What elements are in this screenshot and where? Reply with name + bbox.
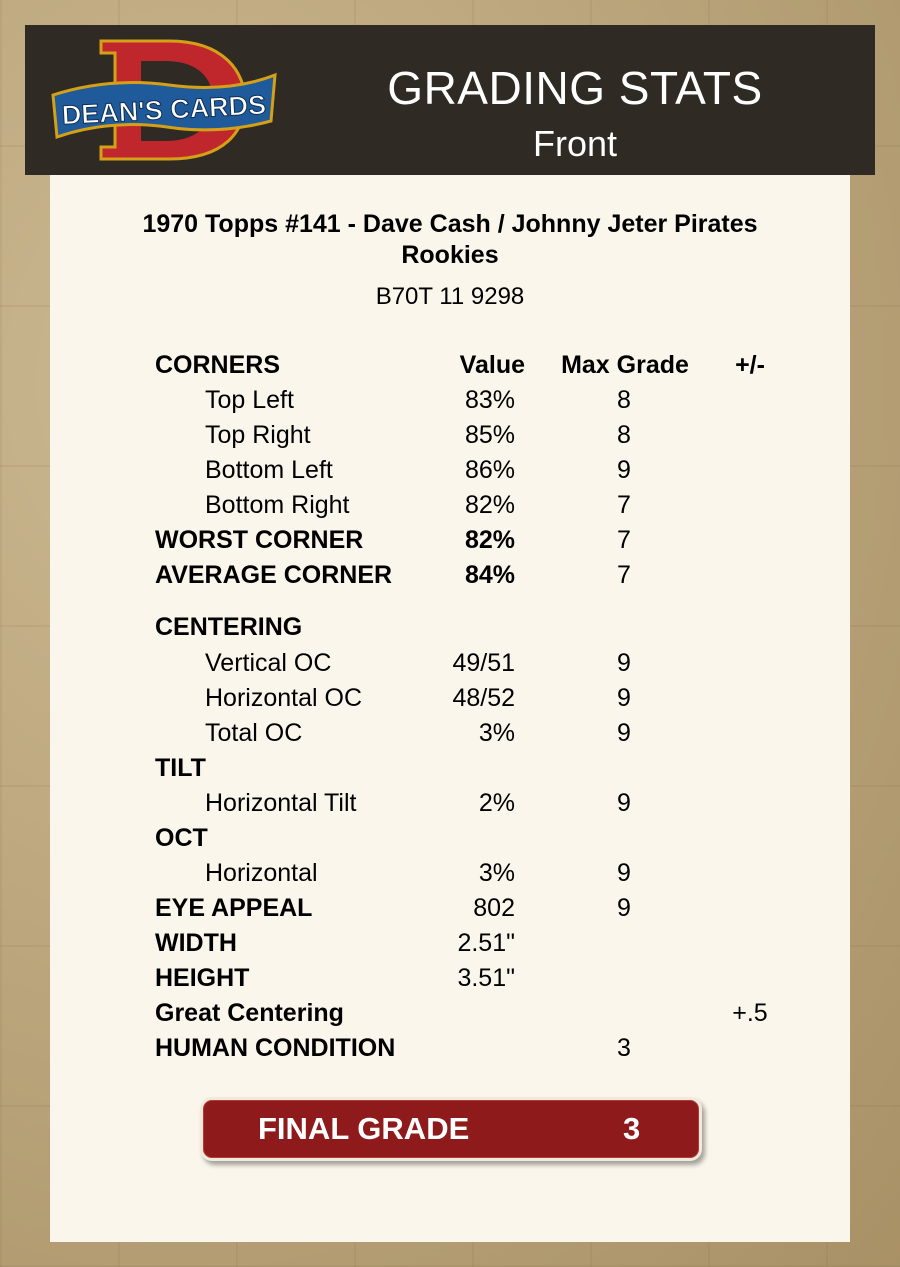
plus-minus-column-header: +/- (735, 351, 765, 379)
stat-label: Horizontal Tilt (205, 789, 357, 817)
stat-label: Total OC (205, 719, 303, 747)
stat-row-height (50, 964, 850, 999)
stat-value: 2.51" (457, 929, 515, 957)
stat-label: Bottom Left (205, 456, 333, 484)
stat-label: EYE APPEAL (155, 894, 313, 922)
deans-cards-logo (49, 39, 279, 161)
stat-label: WIDTH (155, 929, 237, 957)
final-grade-label: FINAL GRADE (258, 1111, 470, 1146)
stat-value: 83% (464, 386, 515, 414)
stat-value: 82% (464, 526, 515, 554)
stat-max-grade: 9 (617, 719, 631, 747)
stat-value: 85% (464, 421, 515, 449)
stat-row-top-right (50, 421, 850, 456)
stat-value: 84% (464, 561, 515, 589)
stat-label: AVERAGE CORNER (155, 561, 393, 589)
stat-value: 86% (464, 456, 515, 484)
stat-label: HUMAN CONDITION (155, 1034, 396, 1062)
logo-text: DEAN'S CARDS (61, 89, 267, 131)
stat-max-grade: 8 (617, 386, 631, 414)
final-grade-banner (200, 1097, 702, 1161)
oct-heading-row (50, 824, 850, 859)
oct-heading: OCT (155, 824, 208, 852)
stat-max-grade: 7 (617, 526, 631, 554)
stat-max-grade: 9 (617, 894, 631, 922)
stat-max-grade: 9 (617, 789, 631, 817)
stat-row-width (50, 929, 850, 964)
stats-panel (50, 175, 850, 1242)
stat-label: WORST CORNER (155, 526, 364, 554)
stat-max-grade: 9 (617, 859, 631, 887)
stat-value: 49/51 (452, 649, 515, 677)
stat-max-grade: 3 (617, 1034, 631, 1062)
stat-row-great-centering (50, 999, 850, 1034)
card-title: 1970 Topps #141 - Dave Cash / Johnny Jeter Pirates Rookies (142, 210, 758, 269)
stat-max-grade: 9 (617, 649, 631, 677)
stat-max-grade: 9 (617, 456, 631, 484)
stat-value: 48/52 (452, 684, 515, 712)
centering-heading: CENTERING (155, 613, 303, 641)
stat-row-bottom-right (50, 491, 850, 526)
stat-label: Bottom Right (205, 491, 350, 519)
stat-row-total-oc (50, 719, 850, 754)
stat-row-vertical-oc (50, 649, 850, 684)
stat-max-grade: 7 (617, 491, 631, 519)
stat-row-average-corner (50, 561, 850, 596)
stat-row-top-left (50, 386, 850, 421)
stat-row-oct-horizontal (50, 859, 850, 894)
stat-label: Horizontal (205, 859, 318, 887)
stat-row-human-condition (50, 1034, 850, 1069)
stat-plus-minus: +.5 (732, 999, 768, 1027)
stat-max-grade: 7 (617, 561, 631, 589)
stat-row-eye-appeal (50, 894, 850, 929)
card-code: B70T 11 9298 (375, 283, 525, 310)
stat-row-horizontal-tilt (50, 789, 850, 824)
stat-value: 82% (464, 491, 515, 519)
stat-row-worst-corner (50, 526, 850, 561)
header-bar (25, 25, 875, 175)
max-grade-column-header: Max Grade (561, 351, 689, 379)
page-title: GRADING STATS (387, 62, 763, 114)
stat-value: 3.51" (457, 964, 515, 992)
stat-label: Great Centering (155, 999, 344, 1027)
stats-header-row (50, 351, 850, 386)
stat-label: Vertical OC (205, 649, 332, 677)
stat-label: Top Right (205, 421, 311, 449)
stat-value: 2% (478, 789, 515, 817)
stat-label: HEIGHT (155, 964, 250, 992)
stat-max-grade: 9 (617, 684, 631, 712)
stat-value: 3% (478, 719, 515, 747)
stat-row-horizontal-oc (50, 684, 850, 719)
stat-max-grade: 8 (617, 421, 631, 449)
tilt-heading-row (50, 754, 850, 789)
value-column-header: Value (459, 351, 525, 379)
tilt-heading: TILT (155, 754, 206, 782)
corners-heading: CORNERS (155, 351, 281, 379)
stat-value: 802 (473, 894, 515, 922)
stat-label: Top Left (205, 386, 294, 414)
final-grade-value: 3 (623, 1111, 641, 1146)
stat-value: 3% (478, 859, 515, 887)
stat-row-bottom-left (50, 456, 850, 491)
page-subtitle: Front (532, 123, 618, 164)
stat-label: Horizontal OC (205, 684, 362, 712)
centering-heading-row (50, 613, 850, 648)
